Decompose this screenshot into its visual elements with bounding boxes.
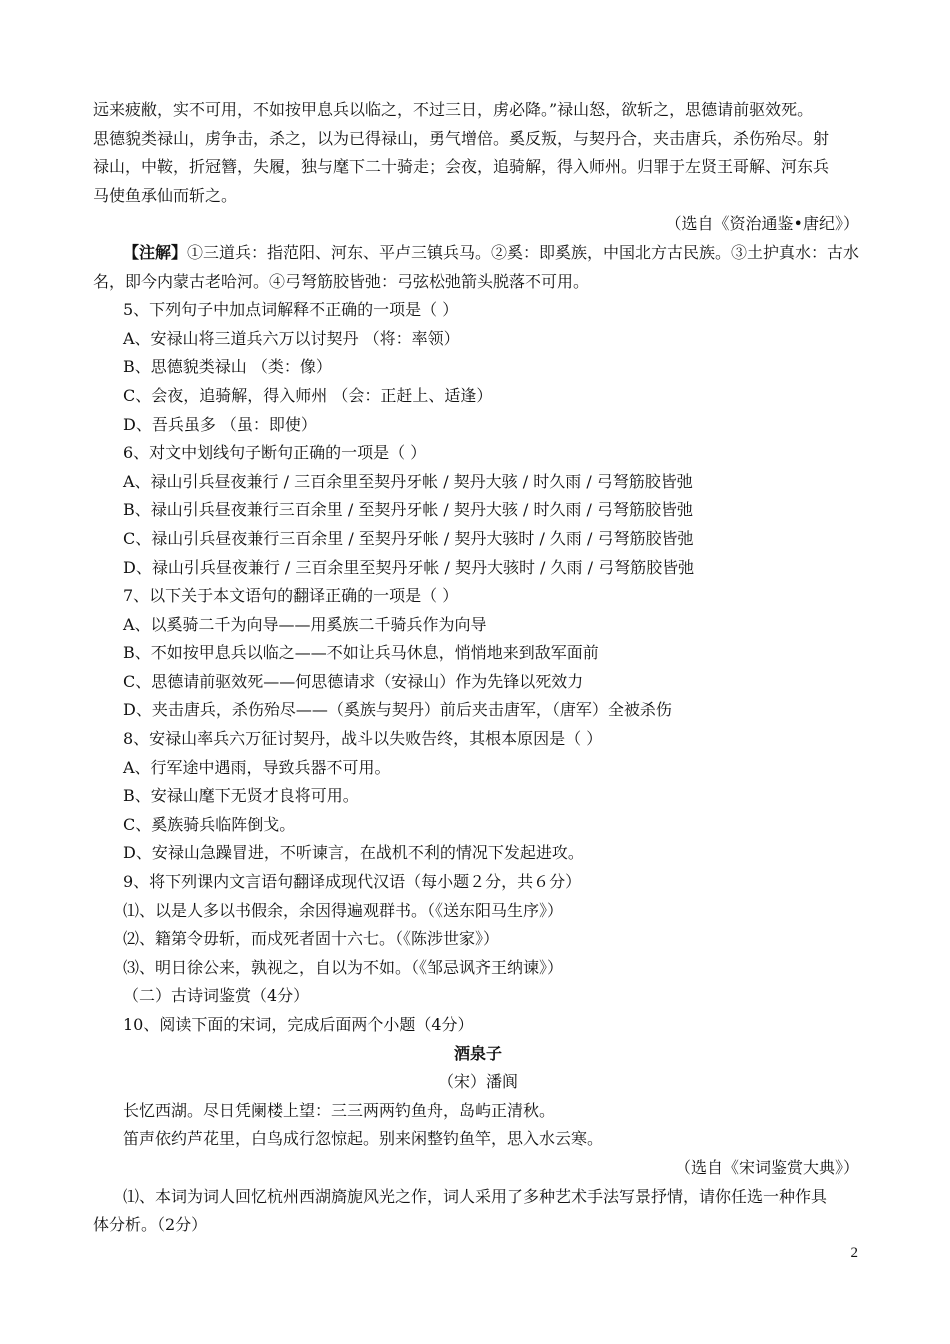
question-10-1-line-1: ⑴、本词为词人回忆杭州西湖旖旎风光之作，词人采用了多种艺术手法写景抒情，请你任选一种作具: [123, 1186, 828, 1206]
passage-line: 马使鱼承仙而斩之。: [93, 185, 238, 205]
option-d: D、夹击唐兵，杀伤殆尽——（奚族与契丹）前后夹击唐军，（唐军）全被杀伤: [123, 700, 672, 720]
option-a: A、禄山引兵昼夜兼行 / 三百余里至契丹牙帐 / 契丹大骇 / 时久雨 / 弓弩筋胶皆弛: [123, 471, 693, 491]
question-8: [93, 725, 863, 868]
poem-title: 酒泉子: [453, 1043, 502, 1063]
option-c: C、思德请前驱效死——何思德请求（安禄山）作为先锋以死效力: [123, 671, 584, 691]
poem-author: （宋）潘阆: [437, 1072, 518, 1092]
question-stem: 5、下列句子中加点词解释不正确的一项是（ ）: [123, 300, 459, 320]
section-heading: （二）古诗词鉴赏（4分）: [123, 986, 310, 1006]
option-d: D、安禄山急躁冒进，不听谏言，在战机不利的情况下发起进攻。: [123, 843, 584, 863]
notes-label: 【注解】: [123, 242, 188, 262]
option-a: A、安禄山将三道兵六万以讨契丹 （将：率领）: [123, 328, 460, 348]
question-7: [93, 582, 863, 725]
sub-item-3: ⑶、明日徐公来，孰视之，自以为不如。（《邹忌讽齐王纳谏》）: [123, 957, 564, 977]
poem-line: 笛声依约芦花里，白鸟成行忽惊起。别来闲整钓鱼竿，思入水云寒。: [123, 1129, 604, 1149]
passage-line: 禄山，中鞍，折冠簪，失履，独与麾下二十骑走；会夜，追骑解，得入师州。归罪于左贤王哥解、河东兵: [93, 157, 830, 177]
option-a: A、以奚骑二千为向导——用奚族二千骑兵作为向导: [123, 614, 487, 634]
passage-line: 远来疲敝，实不可用，不如按甲息兵以临之，不过三日，虏必降。”禄山怒，欲斩之，思德请前驱效死。: [93, 100, 814, 119]
option-c: C、奚族骑兵临阵倒戈。: [123, 814, 296, 834]
option-b: B、不如按甲息兵以临之——不如让兵马休息，悄悄地来到敌军面前: [123, 643, 599, 663]
option-b: B、思德貌类禄山 （类：像）: [123, 357, 332, 377]
poem-source: （选自《宋词鉴赏大典》）: [674, 1157, 859, 1177]
option-d: D、禄山引兵昼夜兼行 / 三百余里至契丹牙帐 / 契丹大骇时 / 久雨 / 弓弩筋胶皆弛: [123, 557, 695, 577]
option-c: C、会夜，追骑解，得入师州 （会：正赶上、适逢）: [123, 385, 493, 405]
sub-item-2: ⑵、籍第令毋斩，而戍死者固十六七。（《陈涉世家》）: [123, 929, 500, 949]
question-5: [93, 296, 863, 439]
page-content: [93, 96, 863, 1240]
question-stem: 6、对文中划线句子断句正确的一项是（ ）: [123, 443, 427, 463]
page-number: 2: [850, 1245, 858, 1261]
question-stem: 8、安禄山率兵六万征讨契丹，战斗以失败告终，其根本原因是（ ）: [123, 729, 603, 749]
poem-line: 长忆西湖。尽日凭阑楼上望：三三两两钓鱼舟，岛屿正清秋。: [123, 1100, 556, 1120]
annotation-notes: [93, 239, 863, 296]
notes-line-1: [93, 239, 863, 268]
question-10-1: [93, 1183, 863, 1240]
notes-line-2: 名，即今内蒙古老哈河。④弓弩筋胶皆弛：弓弦松弛箭头脱落不可用。: [93, 271, 590, 291]
question-stem: 9、将下列课内文言语句翻译成现代汉语（每小题２分，共６分）: [123, 872, 582, 892]
option-c: C、禄山引兵昼夜兼行三百余里 / 至契丹牙帐 / 契丹大骇时 / 久雨 / 弓弩筋胶皆弛: [123, 528, 694, 548]
option-a: A、行军途中遇雨，导致兵器不可用。: [123, 757, 391, 777]
question-10-stem: 10、阅读下面的宋词，完成后面两个小题（4分）: [123, 1015, 474, 1034]
passage-source: （选自《资治通鉴•唐纪》）: [665, 214, 859, 234]
option-b: B、安禄山麾下无贤才良将可用。: [123, 786, 359, 806]
option-d: D、吾兵虽多 （虽：即使）: [123, 414, 317, 434]
sub-item-1: ⑴、以是人多以书假余，余因得遍观群书。（《送东阳马生序》）: [123, 900, 564, 920]
question-9: [93, 868, 863, 982]
question-6: [93, 439, 863, 582]
question-stem: 7、以下关于本文语句的翻译正确的一项是（ ）: [123, 586, 459, 606]
passage-line: 思德貌类禄山，虏争击，杀之，以为已得禄山，勇气增倍。奚反叛，与契丹合，夹击唐兵，杀伤殆尽。射: [93, 128, 830, 148]
poem: [93, 1040, 863, 1183]
option-b: B、禄山引兵昼夜兼行三百余里 / 至契丹牙帐 / 契丹大骇 / 时久雨 / 弓弩筋胶皆弛: [123, 500, 694, 520]
notes-text: ①三道兵：指范阳、河东、平卢三镇兵马。②奚：即奚族，中国北方古民族。③土护真水：古水: [187, 242, 860, 262]
passage-continuation: [93, 96, 863, 210]
question-10-1-line-2: 体分析。（2分）: [93, 1215, 208, 1235]
